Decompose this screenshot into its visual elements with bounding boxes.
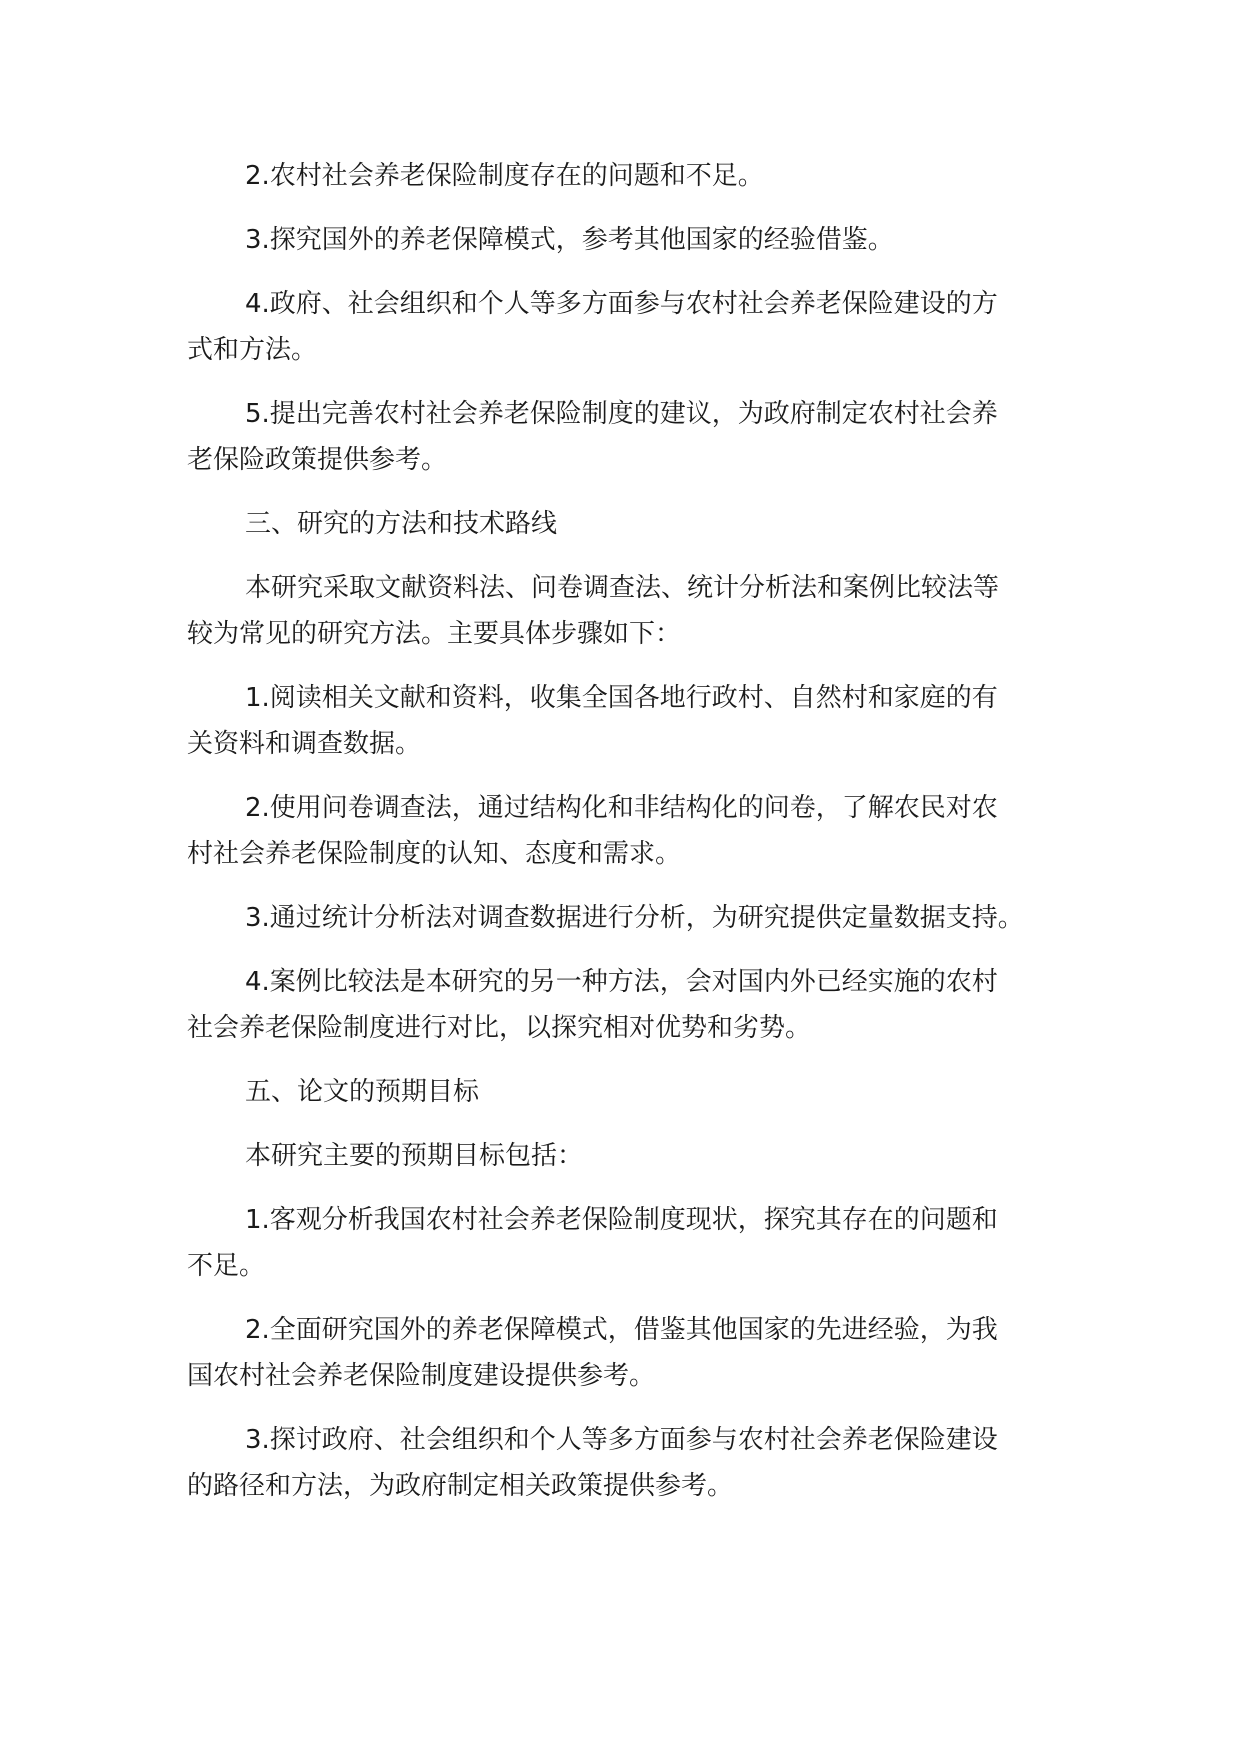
section-heading (187, 501, 1047, 547)
list-item-paragraph (187, 675, 1047, 767)
section-heading (187, 1069, 1047, 1115)
list-item-paragraph (187, 785, 1047, 877)
body-paragraph (187, 565, 1047, 657)
list-item-paragraph (187, 1417, 1047, 1509)
text-line: 村社会养老保险制度的认知、态度和需求。 (187, 839, 682, 869)
list-item-paragraph (187, 895, 1047, 941)
list-item-paragraph (187, 217, 1047, 263)
text-line: 关资料和调查数据。 (187, 729, 422, 759)
text-line: 5.提出完善农村社会养老保险制度的建议，为政府制定农村社会养 (245, 399, 998, 429)
text-line: 3.通过统计分析法对调查数据进行分析，为研究提供定量数据支持。 (245, 903, 1024, 933)
text-line: 4.案例比较法是本研究的另一种方法，会对国内外已经实施的农村 (245, 967, 998, 997)
text-line: 式和方法。 (187, 335, 318, 365)
text-line: 1.客观分析我国农村社会养老保险制度现状，探究其存在的问题和 (245, 1205, 998, 1235)
text-line: 的路径和方法，为政府制定相关政策提供参考。 (187, 1471, 734, 1501)
list-item-paragraph (187, 281, 1047, 373)
text-line: 三、研究的方法和技术路线 (245, 509, 558, 539)
text-line: 3.探究国外的养老保障模式，参考其他国家的经验借鉴。 (245, 225, 894, 255)
text-line: 五、论文的预期目标 (245, 1077, 480, 1107)
text-line: 2.全面研究国外的养老保障模式，借鉴其他国家的先进经验，为我 (245, 1315, 998, 1345)
document-body (187, 153, 1047, 1527)
text-line: 不足。 (187, 1251, 266, 1281)
text-line: 本研究主要的预期目标包括： (245, 1141, 584, 1171)
list-item-paragraph (187, 1307, 1047, 1399)
text-line: 较为常见的研究方法。主要具体步骤如下： (187, 619, 682, 649)
text-line: 3.探讨政府、社会组织和个人等多方面参与农村社会养老保险建设 (245, 1425, 998, 1455)
list-item-paragraph (187, 391, 1047, 483)
text-line: 4.政府、社会组织和个人等多方面参与农村社会养老保险建设的方 (245, 289, 998, 319)
text-line: 老保险政策提供参考。 (187, 445, 448, 475)
list-item-paragraph (187, 1197, 1047, 1289)
list-item-paragraph (187, 153, 1047, 199)
body-paragraph (187, 1133, 1047, 1179)
text-line: 本研究采取文献资料法、问卷调查法、统计分析法和案例比较法等 (245, 573, 1000, 603)
text-line: 2.使用问卷调查法，通过结构化和非结构化的问卷，了解农民对农 (245, 793, 998, 823)
text-line: 2.农村社会养老保险制度存在的问题和不足。 (245, 161, 764, 191)
text-line: 国农村社会养老保险制度建设提供参考。 (187, 1361, 656, 1391)
text-line: 社会养老保险制度进行对比，以探究相对优势和劣势。 (187, 1013, 812, 1043)
list-item-paragraph (187, 959, 1047, 1051)
text-line: 1.阅读相关文献和资料，收集全国各地行政村、自然村和家庭的有 (245, 683, 998, 713)
